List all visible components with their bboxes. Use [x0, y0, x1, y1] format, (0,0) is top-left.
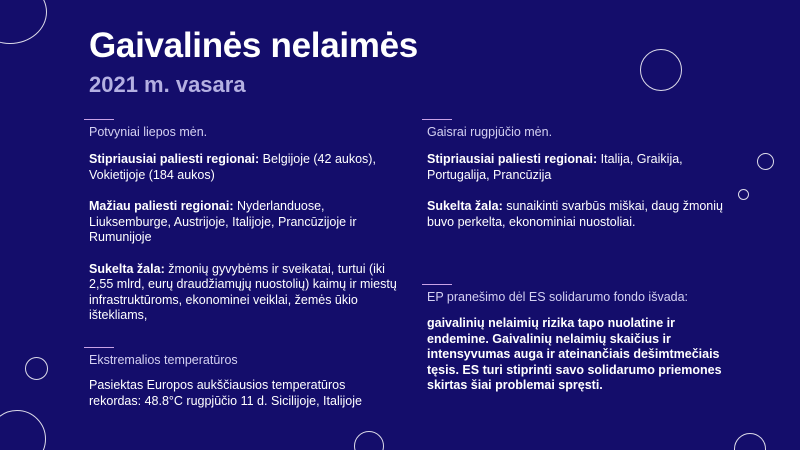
- page-title: Gaivalinės nelaimės: [89, 26, 418, 65]
- heading-accent-line: [84, 119, 114, 120]
- fires-damage: [427, 199, 727, 230]
- fires-most-text: Italija, Graikija, Portugalija, Prancūzija: [427, 152, 683, 182]
- decor-circle-right-2: [738, 189, 749, 200]
- decor-circle-bottom-right: [734, 433, 766, 450]
- temperatures-heading: [89, 353, 238, 367]
- conclusion-heading: [427, 290, 688, 304]
- page-subtitle: 2021 m. vasara: [89, 72, 246, 97]
- temperatures-text: Pasiektas Europos aukščiausios temperatūros rekordas: 48.8°C rugpjūčio 11 d. Sicilijoje, Italijoje: [89, 378, 362, 408]
- fires-heading: [427, 125, 552, 139]
- fires-damage-text: sunaikinti svarbūs miškai, daug žmonių buvo perkelta, ekonominiai nuostoliai.: [427, 199, 723, 229]
- floods-most-text: Belgijoje (42 aukos), Vokietijoje (184 aukos): [89, 152, 376, 182]
- floods-most-label: Stipriausiai paliesti regionai:: [89, 152, 260, 166]
- fires-most-label: Stipriausiai paliesti regionai:: [427, 152, 598, 166]
- temperatures-body: [89, 378, 399, 425]
- heading-accent-line: [422, 119, 452, 120]
- floods-damage-text: žmonių gyvybėms ir sveikatai, turtui (iki 2,55 mlrd, eurų draudžiamųjų nuostolių) kaimų ir miestų infrastruktūroms, ekonominei veiklai, žemės ūkio ištekliams,: [89, 261, 397, 322]
- floods-heading: [89, 125, 207, 139]
- heading-accent-line: [422, 284, 452, 285]
- conclusion-text: gaivalinių nelaimių rizika tapo nuolatine ir endemine. Gaivalinių nelaimių skaičius ir intensyvumas auga ir ateinančiais dešimtmečiais tęsis. ES turi stiprinti savo solidarumo priemones skirtas šiai problemai spręsti.: [427, 316, 722, 392]
- floods-most-affected: [89, 152, 407, 183]
- decor-circle-right-1: [757, 153, 774, 170]
- fires-damage-label: Sukelta žala:: [427, 199, 503, 213]
- conclusion-body: [427, 316, 727, 410]
- temperatures-heading-text: Ekstremalios temperatūros: [89, 353, 238, 367]
- decor-circle-top-left: [0, 0, 47, 44]
- floods-damage: [89, 262, 407, 324]
- decor-circle-bottom-center: [354, 431, 384, 450]
- conclusion-heading-text: EP pranešimo dėl ES solidarumo fondo išvada:: [427, 290, 689, 304]
- heading-accent-line: [84, 347, 114, 348]
- floods-less-text: Nyderlanduose, Liuksemburge, Austrijoje, Italijoje, Prancūzijoje ir Rumunijoje: [89, 199, 357, 244]
- floods-less-label: Mažiau paliesti regionai:: [89, 199, 234, 213]
- fires-most-affected: [427, 152, 727, 183]
- decor-circle-top-right: [640, 49, 682, 91]
- fires-body: [427, 152, 727, 246]
- floods-less-affected: [89, 199, 407, 246]
- decor-circle-bottom-left: [0, 410, 46, 450]
- floods-damage-label: Sukelta žala:: [89, 261, 165, 276]
- floods-heading-text: Potvyniai liepos mėn.: [89, 125, 208, 139]
- decor-circle-left: [25, 357, 48, 380]
- fires-heading-text: Gaisrai rugpjūčio mėn.: [427, 125, 553, 139]
- floods-body: [89, 152, 407, 340]
